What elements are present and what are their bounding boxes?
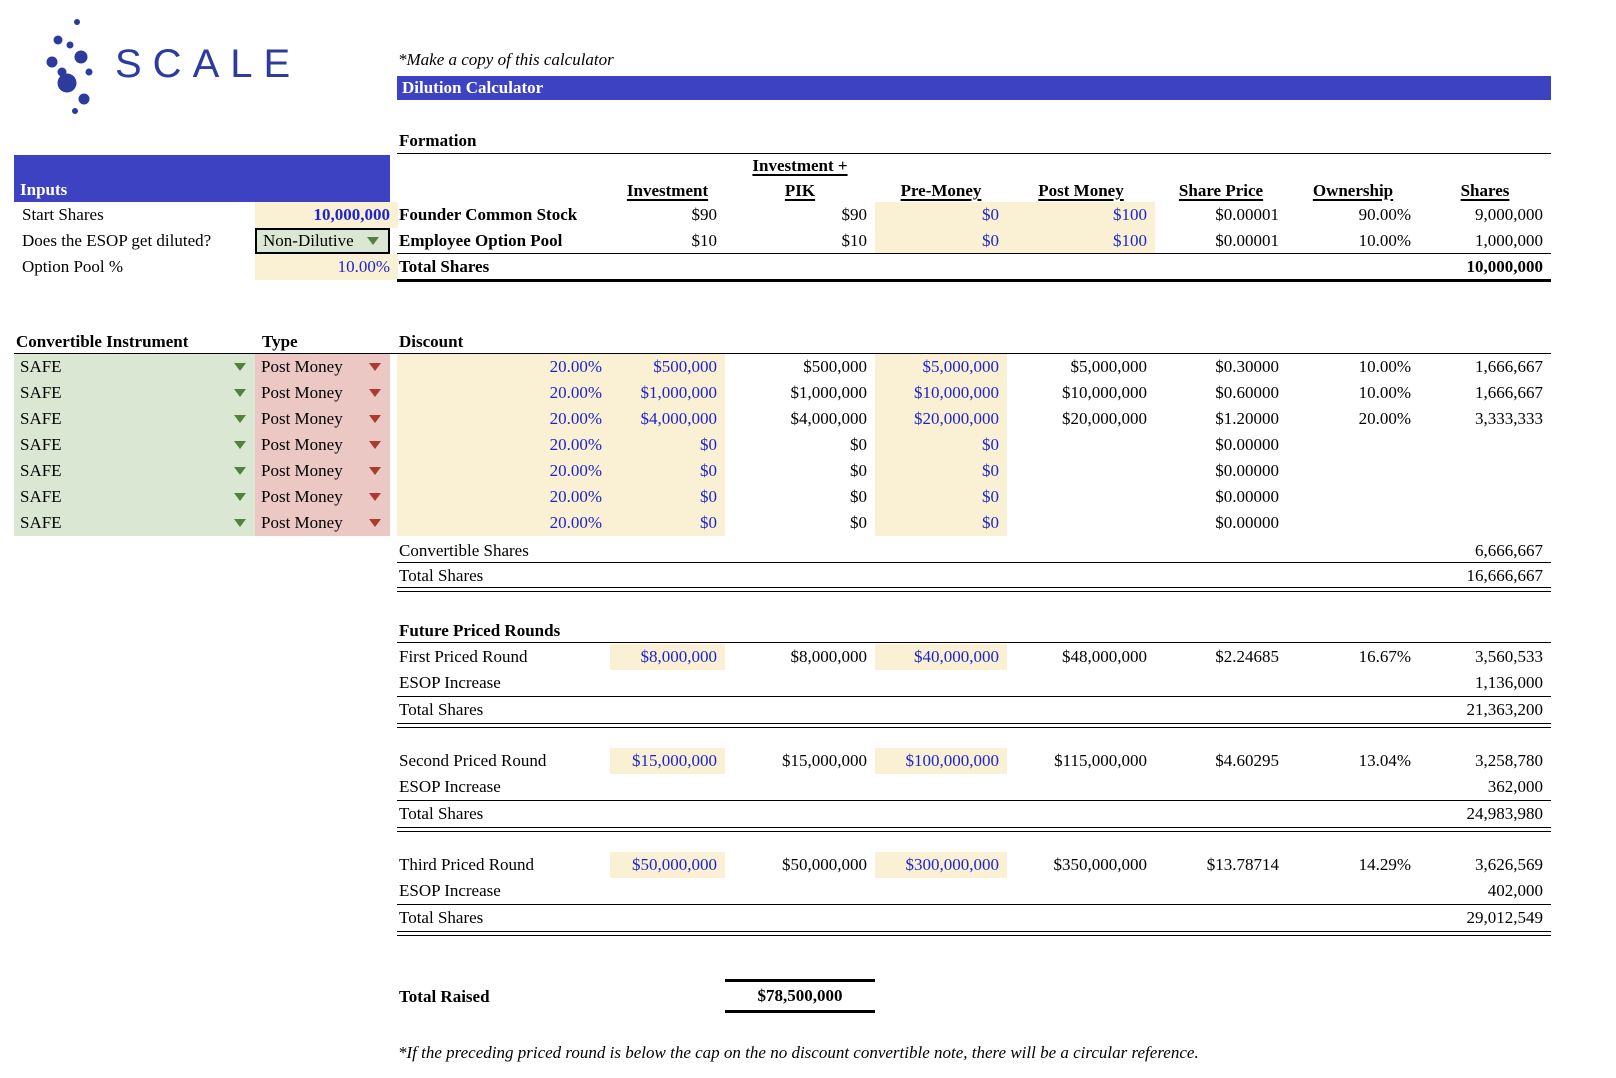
round-total-value: 21,363,200 [1466, 700, 1543, 719]
post-money-cell [1007, 458, 1155, 484]
investment-cell[interactable]: $0 [610, 432, 725, 458]
instrument-dropdown[interactable] [14, 380, 255, 406]
instrument-dropdown[interactable] [14, 458, 255, 484]
esop-increase-label: ESOP Increase [399, 881, 501, 900]
discount-cell[interactable]: 20.00% [397, 510, 610, 536]
discount-header: Discount [399, 332, 464, 351]
instrument-dropdown[interactable] [14, 432, 255, 458]
convertible-total-label: Total Shares [399, 566, 484, 585]
round-pre-money-cell[interactable]: $100,000,000 [875, 748, 1007, 774]
ownership-cell: 20.00% [1358, 409, 1411, 428]
option-pool-label: Option Pool % [22, 257, 124, 276]
type-dropdown[interactable] [255, 510, 390, 536]
shares-cell [1419, 458, 1551, 484]
esop-diluted-value: Non-Dilutive [263, 231, 354, 250]
header-post-money: Post Money [1038, 181, 1124, 200]
chevron-down-icon [369, 493, 381, 501]
inputs-title: Inputs [20, 180, 68, 199]
ownership-cell [1287, 432, 1419, 458]
chevron-down-icon [369, 441, 381, 449]
future-round-block [397, 748, 1551, 828]
divider [397, 642, 1551, 643]
round-total-value: 29,012,549 [1466, 908, 1543, 927]
header-ownership: Ownership [1312, 181, 1394, 200]
esop-increase-value: 362,000 [1487, 777, 1543, 796]
discount-cell[interactable]: 20.00% [397, 432, 610, 458]
formation-investment-cell: $10 [691, 231, 717, 250]
esop-diluted-dropdown[interactable] [255, 228, 390, 254]
round-total-row [397, 801, 1551, 828]
share-price-cell: $0.00000 [1215, 487, 1279, 506]
post-money-cell: $20,000,000 [1062, 409, 1147, 428]
post-money-cell: $5,000,000 [1070, 357, 1147, 376]
formation-total-shares: 10,000,000 [1466, 257, 1543, 276]
round-ownership-cell: 16.67% [1358, 647, 1411, 666]
round-label: Second Priced Round [399, 751, 547, 770]
future-round-block [397, 644, 1551, 724]
instrument-value: SAFE [20, 409, 62, 428]
post-money-cell: $10,000,000 [1062, 383, 1147, 402]
instrument-value: SAFE [20, 461, 62, 480]
formation-total-label: Total Shares [399, 257, 490, 276]
type-dropdown[interactable] [255, 406, 390, 432]
investment-cell[interactable]: $0 [610, 484, 725, 510]
formation-post-money-cell[interactable]: $100 [1007, 202, 1155, 228]
formation-shares-cell: 9,000,000 [1475, 205, 1543, 224]
convertible-shares-label: Convertible Shares [399, 541, 529, 560]
share-price-cell: $0.00000 [1215, 513, 1279, 532]
future-rounds-title: Future Priced Rounds [399, 621, 561, 640]
type-value: Post Money [261, 461, 343, 480]
post-money-cell [1007, 510, 1155, 536]
share-price-cell: $1.20000 [1215, 409, 1279, 428]
valuation-cap-cell[interactable]: $20,000,000 [875, 406, 1007, 432]
round-share-price-cell: $2.24685 [1215, 647, 1279, 666]
chevron-down-icon [367, 237, 379, 245]
instrument-dropdown[interactable] [14, 510, 255, 536]
option-pool-input[interactable] [255, 254, 398, 280]
round-pre-money-cell[interactable]: $300,000,000 [875, 852, 1007, 878]
valuation-cap-cell[interactable]: $0 [875, 432, 1007, 458]
round-ownership-cell: 14.29% [1358, 855, 1411, 874]
formation-investment-cell: $90 [691, 205, 717, 224]
formation-title: Formation [399, 131, 477, 150]
round-shares-cell: 3,626,569 [1475, 855, 1543, 874]
share-price-cell: $0.00000 [1215, 435, 1279, 454]
type-value: Post Money [261, 409, 343, 428]
round-shares-cell: 3,560,533 [1475, 647, 1543, 666]
total-raised-value: $78,500,000 [725, 979, 875, 1013]
chevron-down-icon [234, 519, 246, 527]
type-value: Post Money [261, 487, 343, 506]
formation-pre-money-cell[interactable]: $0 [875, 228, 1007, 254]
formation-row [397, 228, 1551, 254]
formation-ownership-cell: 90.00% [1358, 205, 1411, 224]
chevron-down-icon [234, 363, 246, 371]
scale-logo-dots-icon [28, 8, 108, 120]
ownership-cell [1287, 510, 1419, 536]
convertible-row [14, 484, 1551, 510]
type-dropdown[interactable] [255, 484, 390, 510]
chevron-down-icon [369, 389, 381, 397]
shares-cell: 1,666,667 [1475, 357, 1543, 376]
type-header: Type [262, 332, 298, 351]
chevron-down-icon [369, 467, 381, 475]
ownership-cell [1287, 458, 1419, 484]
share-price-cell: $0.00000 [1215, 461, 1279, 480]
investment-pik-cell: $0 [850, 461, 867, 480]
investment-cell[interactable]: $4,000,000 [610, 406, 725, 432]
round-total-row [397, 905, 1551, 932]
chevron-down-icon [369, 363, 381, 371]
round-total-label: Total Shares [399, 908, 484, 927]
round-label: Third Priced Round [399, 855, 535, 874]
formation-row [397, 202, 1551, 228]
start-shares-label: Start Shares [22, 205, 104, 224]
convertible-instrument-header: Convertible Instrument [16, 332, 189, 351]
investment-pik-cell: $500,000 [803, 357, 867, 376]
instrument-value: SAFE [20, 383, 62, 402]
type-dropdown[interactable] [255, 458, 390, 484]
thick-divider [397, 279, 1551, 282]
instrument-dropdown[interactable] [14, 484, 255, 510]
header-pre-money: Pre-Money [900, 181, 982, 200]
esop-increase-row [397, 670, 1551, 697]
round-total-label: Total Shares [399, 804, 484, 823]
discount-cell[interactable]: 20.00% [397, 484, 610, 510]
round-share-price-cell: $4.60295 [1215, 751, 1279, 770]
round-row [397, 644, 1551, 670]
shares-cell [1419, 510, 1551, 536]
chevron-down-icon [369, 519, 381, 527]
round-post-money-cell: $350,000,000 [1053, 855, 1147, 874]
header-investment: Investment [626, 181, 709, 200]
round-row [397, 852, 1551, 878]
round-label: First Priced Round [399, 647, 528, 666]
post-money-cell [1007, 484, 1155, 510]
convertible-total-row [397, 563, 1551, 588]
share-price-cell: $0.60000 [1215, 383, 1279, 402]
title-bar [397, 76, 1551, 100]
header-pik: PIK [784, 181, 816, 200]
future-round-block [397, 852, 1551, 932]
esop-increase-label: ESOP Increase [399, 673, 501, 692]
instrument-dropdown[interactable] [14, 406, 255, 432]
header-share-price: Share Price [1178, 181, 1264, 200]
esop-increase-label: ESOP Increase [399, 777, 501, 796]
esop-increase-value: 402,000 [1487, 881, 1543, 900]
valuation-cap-cell[interactable]: $10,000,000 [875, 380, 1007, 406]
instrument-value: SAFE [20, 435, 62, 454]
convertible-row [14, 354, 1551, 380]
esop-increase-row [397, 878, 1551, 905]
shares-cell: 3,333,333 [1475, 409, 1543, 428]
round-ownership-cell: 13.04% [1358, 751, 1411, 770]
chevron-down-icon [234, 493, 246, 501]
convertible-shares-value: 6,666,667 [1475, 541, 1543, 560]
post-money-cell [1007, 432, 1155, 458]
share-price-cell: $0.30000 [1215, 357, 1279, 376]
esop-increase-value: 1,136,000 [1475, 673, 1543, 692]
formation-investment-pik-cell: $10 [841, 231, 867, 250]
type-value: Post Money [261, 513, 343, 532]
investment-cell[interactable]: $1,000,000 [610, 380, 725, 406]
formation-total-row [397, 254, 1551, 280]
formation-pre-money-cell[interactable]: $0 [875, 202, 1007, 228]
type-dropdown[interactable] [255, 380, 390, 406]
inputs-panel-header [14, 155, 390, 202]
valuation-cap-cell[interactable]: $0 [875, 510, 1007, 536]
formation-header-row [397, 178, 1551, 202]
header-investment-plus: Investment + [752, 156, 848, 175]
esop-increase-row [397, 774, 1551, 801]
esop-diluted-label: Does the ESOP get diluted? [22, 231, 212, 250]
discount-cell[interactable]: 20.00% [397, 458, 610, 484]
type-dropdown[interactable] [255, 354, 390, 380]
ownership-cell: 10.00% [1358, 357, 1411, 376]
start-shares-input[interactable] [255, 202, 398, 228]
discount-cell[interactable]: 20.00% [397, 406, 610, 432]
formation-share-price-cell: $0.00001 [1215, 231, 1279, 250]
type-value: Post Money [261, 435, 343, 454]
instrument-value: SAFE [20, 357, 62, 376]
convertible-row [14, 380, 1551, 406]
round-investment-cell[interactable]: $8,000,000 [610, 644, 725, 670]
convertible-row [14, 406, 1551, 432]
investment-pik-cell: $0 [850, 487, 867, 506]
discount-cell[interactable]: 20.00% [397, 354, 610, 380]
chevron-down-icon [234, 467, 246, 475]
ownership-cell [1287, 484, 1419, 510]
instrument-value: SAFE [20, 487, 62, 506]
round-total-label: Total Shares [399, 700, 484, 719]
start-shares-value: 10,000,000 [313, 205, 390, 224]
formation-investment-pik-cell: $90 [841, 205, 867, 224]
valuation-cap-cell[interactable]: $0 [875, 484, 1007, 510]
round-post-money-cell: $115,000,000 [1054, 751, 1147, 770]
discount-cell[interactable]: 20.00% [397, 380, 610, 406]
scale-logo-text: SCALE [115, 42, 302, 86]
shares-cell: 1,666,667 [1475, 383, 1543, 402]
page-title: Dilution Calculator [402, 78, 544, 97]
convertible-row [14, 432, 1551, 458]
header-spacer [397, 178, 610, 204]
chevron-down-icon [369, 415, 381, 423]
chevron-down-icon [234, 441, 246, 449]
investment-cell[interactable]: $500,000 [610, 354, 725, 380]
investment-cell[interactable]: $0 [610, 458, 725, 484]
round-investment-cell[interactable]: $50,000,000 [610, 852, 725, 878]
round-row [397, 748, 1551, 774]
round-investment-pik-cell: $15,000,000 [782, 751, 867, 770]
shares-cell [1419, 484, 1551, 510]
formation-post-money-cell[interactable]: $100 [1007, 228, 1155, 254]
ownership-cell: 10.00% [1358, 383, 1411, 402]
type-dropdown[interactable] [255, 432, 390, 458]
investment-pik-cell: $4,000,000 [790, 409, 867, 428]
convertible-row [14, 458, 1551, 484]
formation-row-label: Employee Option Pool [399, 231, 563, 250]
type-value: Post Money [261, 383, 343, 402]
round-investment-pik-cell: $8,000,000 [790, 647, 867, 666]
formation-ownership-cell: 10.00% [1358, 231, 1411, 250]
chevron-down-icon [234, 415, 246, 423]
formation-share-price-cell: $0.00001 [1215, 205, 1279, 224]
investment-cell[interactable]: $0 [610, 510, 725, 536]
convertible-row [14, 510, 1551, 536]
convertible-total-shares: 16,666,667 [1466, 566, 1543, 585]
copy-note: *Make a copy of this calculator [398, 50, 614, 69]
shares-cell [1419, 432, 1551, 458]
round-shares-cell: 3,258,780 [1475, 751, 1543, 770]
round-pre-money-cell[interactable]: $40,000,000 [875, 644, 1007, 670]
divider [397, 153, 1551, 154]
circular-reference-footnote: *If the preceding priced round is below the cap on the no discount convertible note, there will be a circular reference. [398, 1043, 1199, 1062]
round-total-row [397, 697, 1551, 724]
chevron-down-icon [234, 389, 246, 397]
type-value: Post Money [261, 357, 343, 376]
valuation-cap-cell[interactable]: $0 [875, 458, 1007, 484]
round-share-price-cell: $13.78714 [1206, 855, 1279, 874]
investment-pik-cell: $0 [850, 513, 867, 532]
round-investment-cell[interactable]: $15,000,000 [610, 748, 725, 774]
investment-pik-cell: $1,000,000 [790, 383, 867, 402]
instrument-value: SAFE [20, 513, 62, 532]
instrument-dropdown[interactable] [14, 354, 255, 380]
option-pool-value: 10.00% [337, 257, 390, 276]
valuation-cap-cell[interactable]: $5,000,000 [875, 354, 1007, 380]
convertible-shares-row [397, 538, 1551, 563]
investment-pik-cell: $0 [850, 435, 867, 454]
header-shares: Shares [1460, 181, 1510, 200]
formation-row-label: Founder Common Stock [399, 205, 577, 224]
total-raised-label: Total Raised [399, 987, 490, 1006]
formation-shares-cell: 1,000,000 [1475, 231, 1543, 250]
round-post-money-cell: $48,000,000 [1062, 647, 1147, 666]
round-total-value: 24,983,980 [1466, 804, 1543, 823]
round-investment-pik-cell: $50,000,000 [782, 855, 867, 874]
